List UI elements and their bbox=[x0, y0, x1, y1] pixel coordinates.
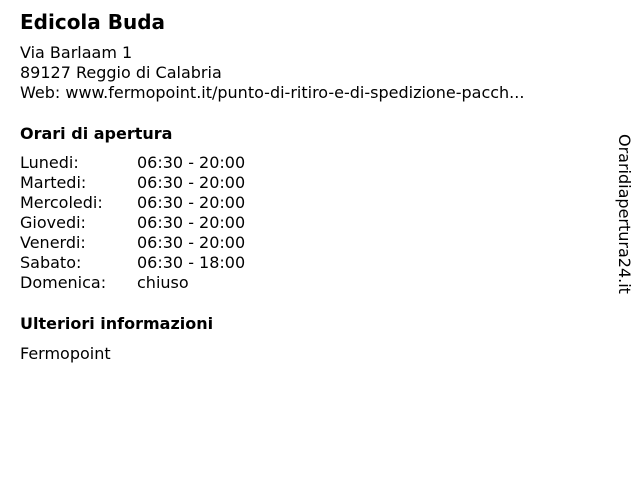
day-hours: 06:30 - 20:00 bbox=[137, 173, 246, 192]
day-label: Venerdi: bbox=[20, 233, 86, 252]
day-label: Giovedi: bbox=[20, 213, 86, 232]
hours-row bbox=[20, 253, 245, 273]
day-label: Lunedi: bbox=[20, 153, 79, 172]
more-info-heading: Ulteriori informazioni bbox=[20, 314, 214, 333]
day-label: Martedi: bbox=[20, 173, 87, 192]
day-hours: 06:30 - 20:00 bbox=[137, 193, 246, 212]
day-hours: 06:30 - 18:00 bbox=[137, 253, 246, 272]
street-address: Via Barlaam 1 bbox=[20, 43, 133, 62]
more-info-text: Fermopoint bbox=[20, 344, 111, 363]
day-hours: 06:30 - 20:00 bbox=[137, 233, 246, 252]
day-label: Sabato: bbox=[20, 253, 82, 272]
day-hours: 06:30 - 20:00 bbox=[137, 213, 246, 232]
day-label: Mercoledi: bbox=[20, 193, 103, 212]
day-hours: chiuso bbox=[137, 273, 189, 292]
hours-row bbox=[20, 153, 245, 173]
day-hours: 06:30 - 20:00 bbox=[137, 153, 246, 172]
hours-row bbox=[20, 213, 245, 233]
business-name: Edicola Buda bbox=[20, 10, 166, 34]
site-credit: Oraridiapertura24.it bbox=[615, 134, 634, 294]
website-link[interactable]: Web: www.fermopoint.it/punto-di-ritiro-e-di-spedizione-pacch... bbox=[20, 83, 525, 102]
address-block bbox=[20, 43, 524, 103]
hours-row bbox=[20, 193, 245, 213]
city-postcode: 89127 Reggio di Calabria bbox=[20, 63, 222, 82]
opening-hours-table bbox=[20, 153, 245, 293]
opening-hours-heading: Orari di apertura bbox=[20, 124, 173, 143]
hours-row bbox=[20, 173, 245, 193]
hours-row bbox=[20, 273, 245, 293]
day-label: Domenica: bbox=[20, 273, 107, 292]
hours-row bbox=[20, 233, 245, 253]
